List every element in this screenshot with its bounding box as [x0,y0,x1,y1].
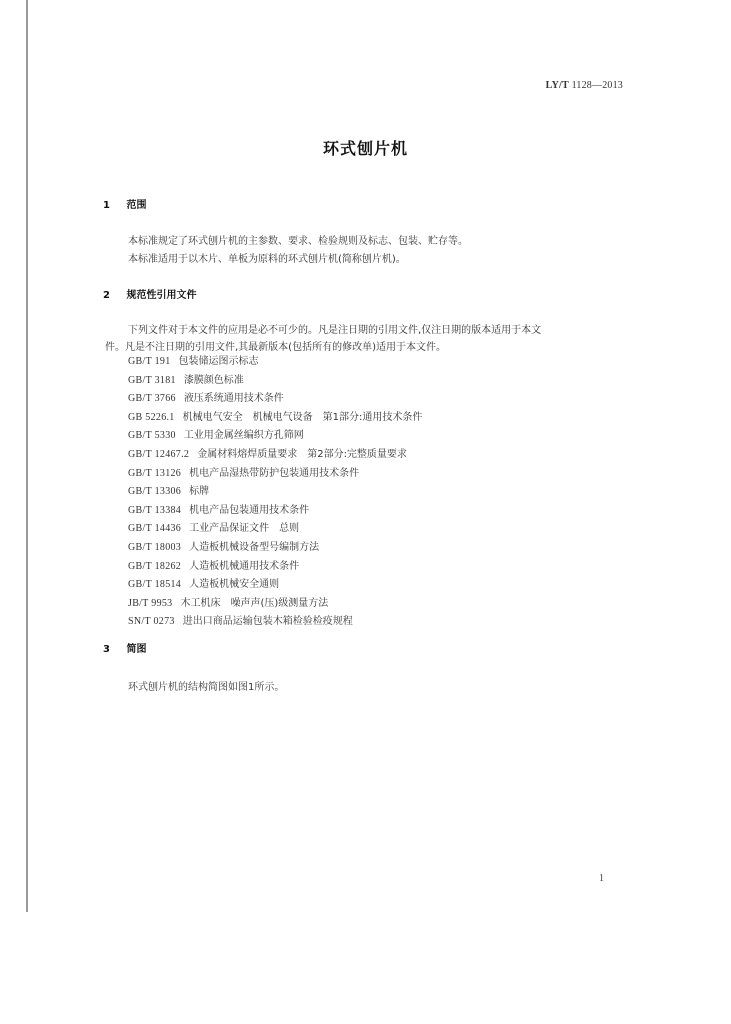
reference-item [128,519,422,538]
section-3-number: 3 [103,644,110,655]
reference-item [128,445,422,464]
reference-code: JB/T 9953 [128,597,173,609]
standard-code-prefix: LY/T [545,80,569,91]
reference-item [128,408,422,427]
reference-item [128,594,422,613]
reference-code: GB/T 18514 [128,579,182,591]
reference-name: 木工机床 噪声声(压)级测量方法 [180,597,329,609]
standard-code [546,80,623,91]
reference-item [128,557,422,576]
reference-code: GB/T 3766 [128,393,176,405]
references-intro-line-2: 件。凡是不注日期的引用文件,其最新版本(包括所有的修改单)适用于本文件。 [105,342,446,353]
reference-name: 人造板机械通用技术条件 [189,560,300,572]
reference-code: GB/T 5330 [128,430,176,442]
reference-name: 人造板机械安全通则 [189,579,280,591]
reference-item [128,371,422,390]
reference-name: 工业产品保证文件 总则 [189,523,300,535]
reference-code: GB/T 18003 [128,541,182,553]
page-number: 1 [599,873,604,884]
section-1-heading [103,196,146,211]
document-title: 环式刨片机 [322,139,408,158]
reference-name: 液压系统通用技术条件 [183,393,284,405]
section-2-number: 2 [103,290,110,301]
reference-item [128,464,422,483]
reference-code: GB/T 18262 [128,560,182,572]
reference-item [128,389,422,408]
scope-paragraph-2: 本标准适用于以木片、单板为原料的环式刨片机(简称刨片机)。 [128,254,406,265]
scope-paragraph-1: 本标准规定了环式刨片机的主参数、要求、检验规则及标志、包装、贮存等。 [128,236,468,247]
section-3-title: 简图 [126,644,147,655]
section-2-heading [103,286,196,301]
reference-item [128,501,422,520]
reference-item [128,482,422,501]
reference-name: 进出口商品运输包装木箱检验检疫规程 [182,616,353,628]
reference-item [128,575,422,594]
reference-item [128,612,422,631]
reference-name: 工业用金属丝编织方孔筛网 [183,430,304,442]
reference-code: GB/T 12467.2 [128,448,190,460]
reference-code: GB 5226.1 [128,411,175,423]
reference-code: GB/T 3181 [128,374,176,386]
reference-code: GB/T 13126 [128,467,182,479]
reference-code: GB/T 14436 [128,523,182,535]
reference-code: GB/T 13306 [128,486,182,498]
reference-name: 包装储运图示标志 [178,356,259,367]
reference-item [128,538,422,557]
reference-code: GB/T 13384 [128,504,182,516]
section-2-title: 规范性引用文件 [126,290,197,301]
reference-code: SN/T 0273 [128,616,175,628]
reference-item [128,426,422,445]
standard-code-number: 1128—2013 [571,80,623,91]
reference-list [128,352,422,631]
reference-name: 机械电气安全 机械电气设备 第1部分:通用技术条件 [182,411,423,423]
section-1-title: 范围 [126,200,147,211]
reference-name: 人造板机械设备型号编制方法 [189,541,320,553]
section-1-number: 1 [103,200,110,211]
reference-code: GB/T 191 [128,356,171,367]
references-intro-line-1: 下列文件对于本文件的应用是必不可少的。凡是注日期的引用文件,仅注日期的版本适用于本文 [128,325,542,336]
reference-name: 漆膜颜色标准 [183,374,244,386]
reference-name: 金属材料熔焊质量要求 第2部分:完整质量要求 [197,448,407,460]
reference-name: 机电产品包装通用技术条件 [189,504,310,516]
reference-item [128,352,422,371]
reference-name: 机电产品湿热带防护包装通用技术条件 [189,467,360,479]
section-3-heading [103,640,146,655]
diagram-paragraph: 环式刨片机的结构简图如图1所示。 [128,682,285,693]
reference-name: 标牌 [189,486,210,498]
